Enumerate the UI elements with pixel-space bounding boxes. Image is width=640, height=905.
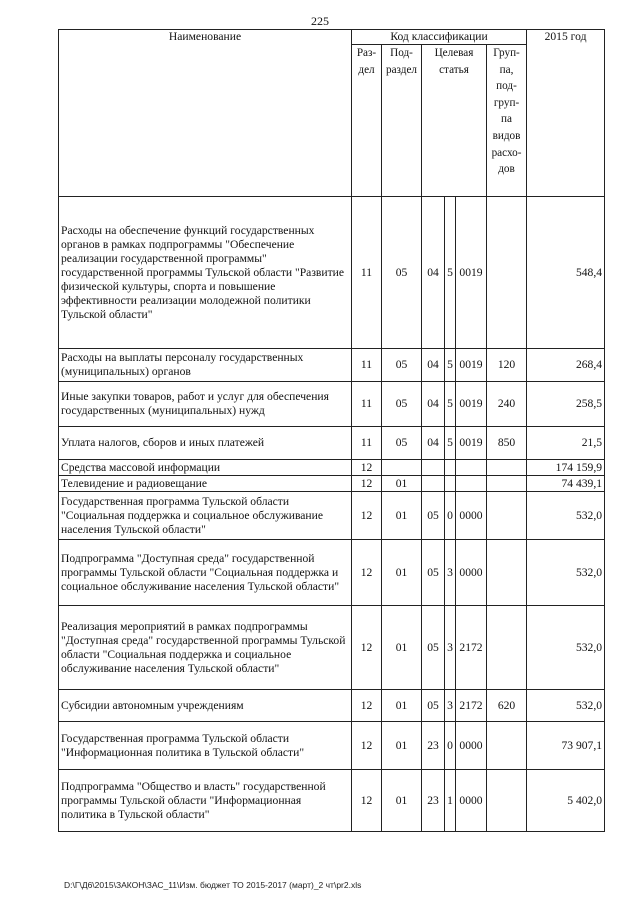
row-name: Уплата налогов, сборов и иных платежей [59, 427, 352, 460]
row-target-subprogram: 3 [445, 690, 456, 722]
row-expense-group [487, 476, 527, 492]
header-year: 2015 год [527, 30, 605, 197]
table-row [59, 540, 605, 606]
row-name: Телевидение и радиовещание [59, 476, 352, 492]
row-expense-group: 850 [487, 427, 527, 460]
row-target-code: 0019 [456, 349, 487, 382]
row-target-subprogram: 5 [445, 197, 456, 349]
row-target-program: 04 [422, 349, 445, 382]
row-amount-2015: 532,0 [527, 606, 605, 690]
row-target-subprogram: 5 [445, 382, 456, 427]
row-razdel: 11 [352, 427, 382, 460]
row-podrazdel: 05 [382, 349, 422, 382]
row-podrazdel: 05 [382, 197, 422, 349]
row-amount-2015: 174 159,9 [527, 460, 605, 476]
table-header [59, 30, 605, 197]
row-expense-group [487, 606, 527, 690]
row-name: Средства массовой информации [59, 460, 352, 476]
row-razdel: 12 [352, 722, 382, 770]
table-row [59, 722, 605, 770]
row-amount-2015: 268,4 [527, 349, 605, 382]
row-razdel: 12 [352, 540, 382, 606]
row-expense-group: 240 [487, 382, 527, 427]
row-target-code: 0000 [456, 770, 487, 832]
row-target-subprogram: 5 [445, 349, 456, 382]
budget-table [58, 29, 605, 832]
row-podrazdel: 05 [382, 427, 422, 460]
header-razdel: Раз- дел [352, 45, 382, 197]
row-target-code: 0019 [456, 427, 487, 460]
row-podrazdel: 01 [382, 492, 422, 540]
row-amount-2015: 532,0 [527, 492, 605, 540]
row-target-code: 0000 [456, 722, 487, 770]
row-target-subprogram: 0 [445, 492, 456, 540]
row-target-code [456, 460, 487, 476]
row-name: Расходы на выплаты персоналу государственных (муниципальных) органов [59, 349, 352, 382]
row-target-subprogram: 3 [445, 540, 456, 606]
table-row [59, 349, 605, 382]
row-podrazdel [382, 460, 422, 476]
row-podrazdel: 01 [382, 540, 422, 606]
row-expense-group: 120 [487, 349, 527, 382]
row-razdel: 11 [352, 197, 382, 349]
row-target-program: 05 [422, 540, 445, 606]
row-target-program [422, 476, 445, 492]
row-podrazdel: 01 [382, 770, 422, 832]
row-target-program: 05 [422, 606, 445, 690]
row-target-program: 04 [422, 382, 445, 427]
row-amount-2015: 73 907,1 [527, 722, 605, 770]
row-name: Субсидии автономным учреждениям [59, 690, 352, 722]
header-name: Наименование [59, 30, 352, 197]
row-target-subprogram: 5 [445, 427, 456, 460]
row-target-code: 2172 [456, 606, 487, 690]
row-podrazdel: 01 [382, 690, 422, 722]
row-podrazdel: 01 [382, 476, 422, 492]
row-razdel: 12 [352, 476, 382, 492]
table-row [59, 770, 605, 832]
row-expense-group [487, 460, 527, 476]
page-number: 225 [311, 14, 329, 28]
row-target-subprogram [445, 460, 456, 476]
row-name: Реализация мероприятий в рамках подпрограммы "Доступная среда" государственной программы Тульской области "Социальная поддержка и социальное обслуживание населения Тульской области" [59, 606, 352, 690]
row-expense-group [487, 770, 527, 832]
row-target-program: 04 [422, 427, 445, 460]
header-podrazdel: Под- раздел [382, 45, 422, 197]
row-amount-2015: 548,4 [527, 197, 605, 349]
row-target-subprogram: 0 [445, 722, 456, 770]
row-name: Государственная программа Тульской области "Информационная политика в Тульской области" [59, 722, 352, 770]
table-row [59, 427, 605, 460]
table-row [59, 382, 605, 427]
row-target-code: 0019 [456, 197, 487, 349]
table-row [59, 476, 605, 492]
row-razdel: 12 [352, 770, 382, 832]
row-expense-group [487, 722, 527, 770]
row-target-code: 0000 [456, 492, 487, 540]
row-name: Иные закупки товаров, работ и услуг для обеспечения государственных (муниципальных) нужд [59, 382, 352, 427]
file-path-footer: D:\Г\Д6\2015\ЗАКОН\ЗАС_11\Изм. бюджет ТО 2015-2017 (март)_2 чт\pr2.xls [64, 880, 362, 890]
row-podrazdel: 01 [382, 722, 422, 770]
row-name: Подпрограмма "Общество и власть" государственной программы Тульской области "Информационная политика в Тульской области" [59, 770, 352, 832]
header-target-article: Целевая статья [422, 45, 487, 197]
row-razdel: 12 [352, 492, 382, 540]
row-target-subprogram [445, 476, 456, 492]
row-expense-group [487, 492, 527, 540]
table-body [59, 197, 605, 832]
row-target-code: 0000 [456, 540, 487, 606]
table-row [59, 492, 605, 540]
row-amount-2015: 21,5 [527, 427, 605, 460]
row-target-program [422, 460, 445, 476]
row-razdel: 12 [352, 460, 382, 476]
row-expense-group: 620 [487, 690, 527, 722]
row-amount-2015: 5 402,0 [527, 770, 605, 832]
row-amount-2015: 74 439,1 [527, 476, 605, 492]
row-target-code [456, 476, 487, 492]
row-target-program: 04 [422, 197, 445, 349]
row-podrazdel: 05 [382, 382, 422, 427]
row-name: Государственная программа Тульской области "Социальная поддержка и социальное обслуживание населения Тульской области" [59, 492, 352, 540]
row-expense-group [487, 540, 527, 606]
table-row [59, 197, 605, 349]
row-amount-2015: 258,5 [527, 382, 605, 427]
row-razdel: 11 [352, 349, 382, 382]
row-target-subprogram: 3 [445, 606, 456, 690]
table-row [59, 606, 605, 690]
row-target-program: 23 [422, 722, 445, 770]
row-name: Расходы на обеспечение функций государственных органов в рамках подпрограммы "Обеспечение реализации государственной программы" государственной программы Тульской области "Развитие физической культуры, спорта и повышение эффективности реализации молодежной политики Тульской области" [59, 197, 352, 349]
row-podrazdel: 01 [382, 606, 422, 690]
header-classification-code: Код классификации [352, 30, 527, 45]
table-row [59, 690, 605, 722]
row-name: Подпрограмма "Доступная среда" государственной программы Тульской области "Социальная поддержка и социальное обслуживание населения Тульской области" [59, 540, 352, 606]
row-target-code: 2172 [456, 690, 487, 722]
row-expense-group [487, 197, 527, 349]
row-razdel: 12 [352, 606, 382, 690]
row-amount-2015: 532,0 [527, 540, 605, 606]
table-row [59, 460, 605, 476]
row-target-program: 05 [422, 690, 445, 722]
row-target-program: 05 [422, 492, 445, 540]
row-razdel: 11 [352, 382, 382, 427]
row-target-subprogram: 1 [445, 770, 456, 832]
row-razdel: 12 [352, 690, 382, 722]
row-target-program: 23 [422, 770, 445, 832]
row-target-code: 0019 [456, 382, 487, 427]
row-amount-2015: 532,0 [527, 690, 605, 722]
header-expense-group: Груп- па, под- груп- па видов расхо- дов [487, 45, 527, 197]
